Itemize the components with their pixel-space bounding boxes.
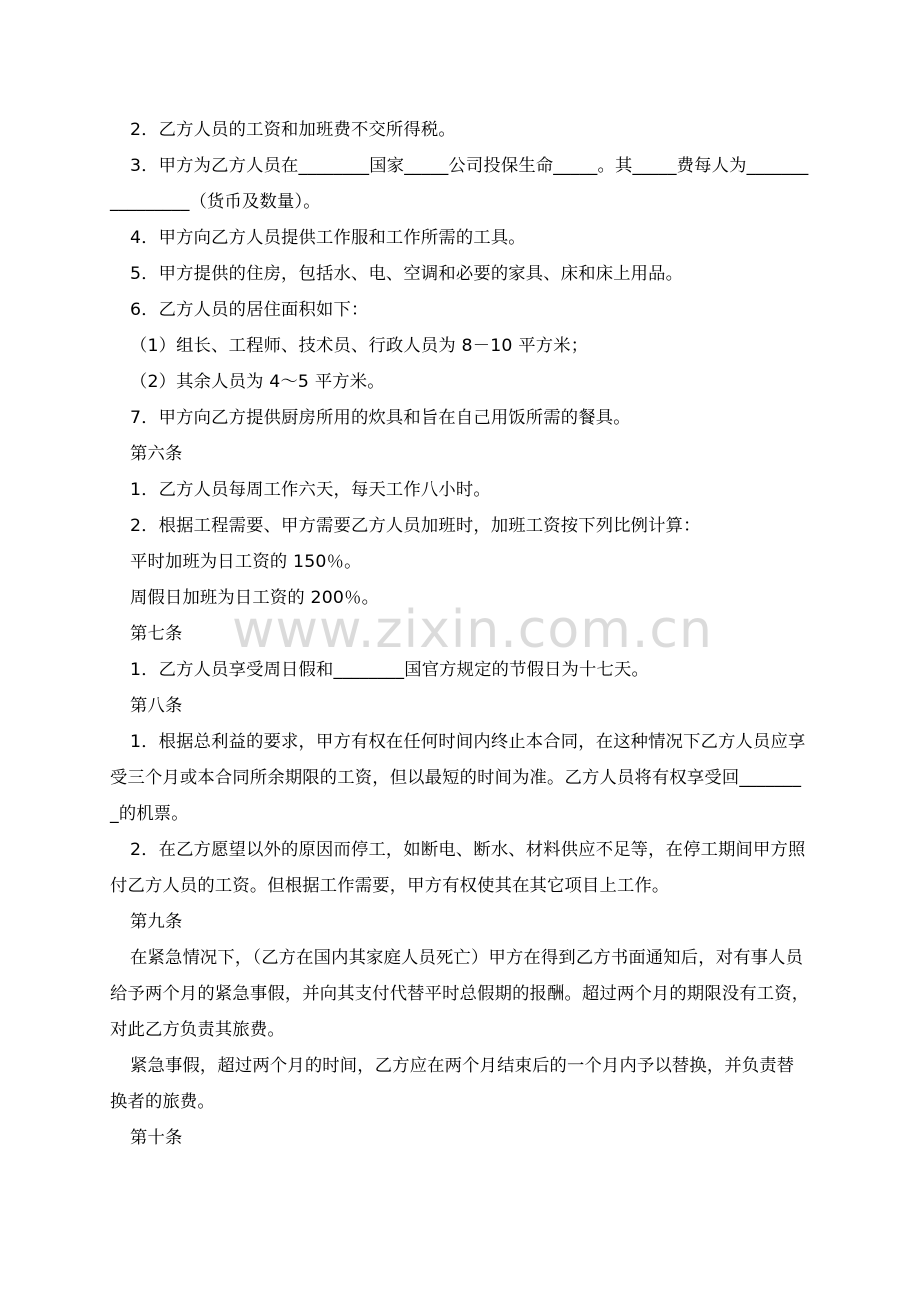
paragraph: 1．根据总利益的要求，甲方有权在任何时间内终止本合同，在这种情况下乙方人员应享受三个月或本合同所余期限的工资，但以最短的时间为准。乙方人员将有权享受回________的机票。 [110,732,806,824]
paragraph: 6．乙方人员的居住面积如下： [130,300,369,320]
paragraph: 4．甲方向乙方人员提供工作服和工作所需的工具。 [130,228,526,248]
paragraph: 1．乙方人员享受周日假和________国官方规定的节假日为十七天。 [130,660,649,680]
paragraph: 2．在乙方愿望以外的原因而停工，如断电、断水、材料供应不足等，在停工期间甲方照付乙方人员的工资。但根据工作需要，甲方有权使其在其它项目上工作。 [110,840,806,896]
paragraph: 在紧急情况下，（乙方在国内其家庭人员死亡）甲方在得到乙方书面通知后，对有事人员给予两个月的紧急事假，并向其支付代替平时总假期的报酬。超过两个月的期限没有工资，对此乙方负责其旅费。 [110,948,810,1040]
paragraph: 2．乙方人员的工资和加班费不交所得税。 [130,120,456,140]
paragraph: 第九条 [130,912,183,932]
paragraph: 第七条 [130,624,183,644]
document-body [110,112,810,1156]
paragraph: 紧急事假，超过两个月的时间，乙方应在两个月结束后的一个月内予以替换，并负责替换者的旅费。 [110,1056,795,1112]
paragraph: 1．乙方人员每周工作六天，每天工作八小时。 [130,480,491,500]
paragraph: 平时加班为日工资的 150％。 [130,552,362,572]
watermark: www.zixin.com.cn [232,600,713,660]
paragraph: 7．甲方向乙方提供厨房所用的炊具和旨在自己用饭所需的餐具。 [130,408,631,428]
paragraph: 3．甲方为乙方人员在________国家_____公司投保生命_____。其_____费每人为________________（货币及数量）。 [110,156,809,212]
paragraph: 周假日加班为日工资的 200％。 [130,588,380,608]
paragraph: 第八条 [130,696,183,716]
paragraph: （1）组长、工程师、技术员、行政人员为 8－10 平方米； [130,336,589,356]
paragraph: 5．甲方提供的住房，包括水、电、空调和必要的家具、床和床上用品。 [130,264,684,284]
paragraph: 2．根据工程需要、甲方需要乙方人员加班时，加班工资按下列比例计算： [130,516,701,536]
paragraph: 第六条 [130,444,183,464]
paragraph: 第十条 [130,1128,183,1148]
paragraph: （2）其余人员为 4～5 平方米。 [130,372,385,392]
